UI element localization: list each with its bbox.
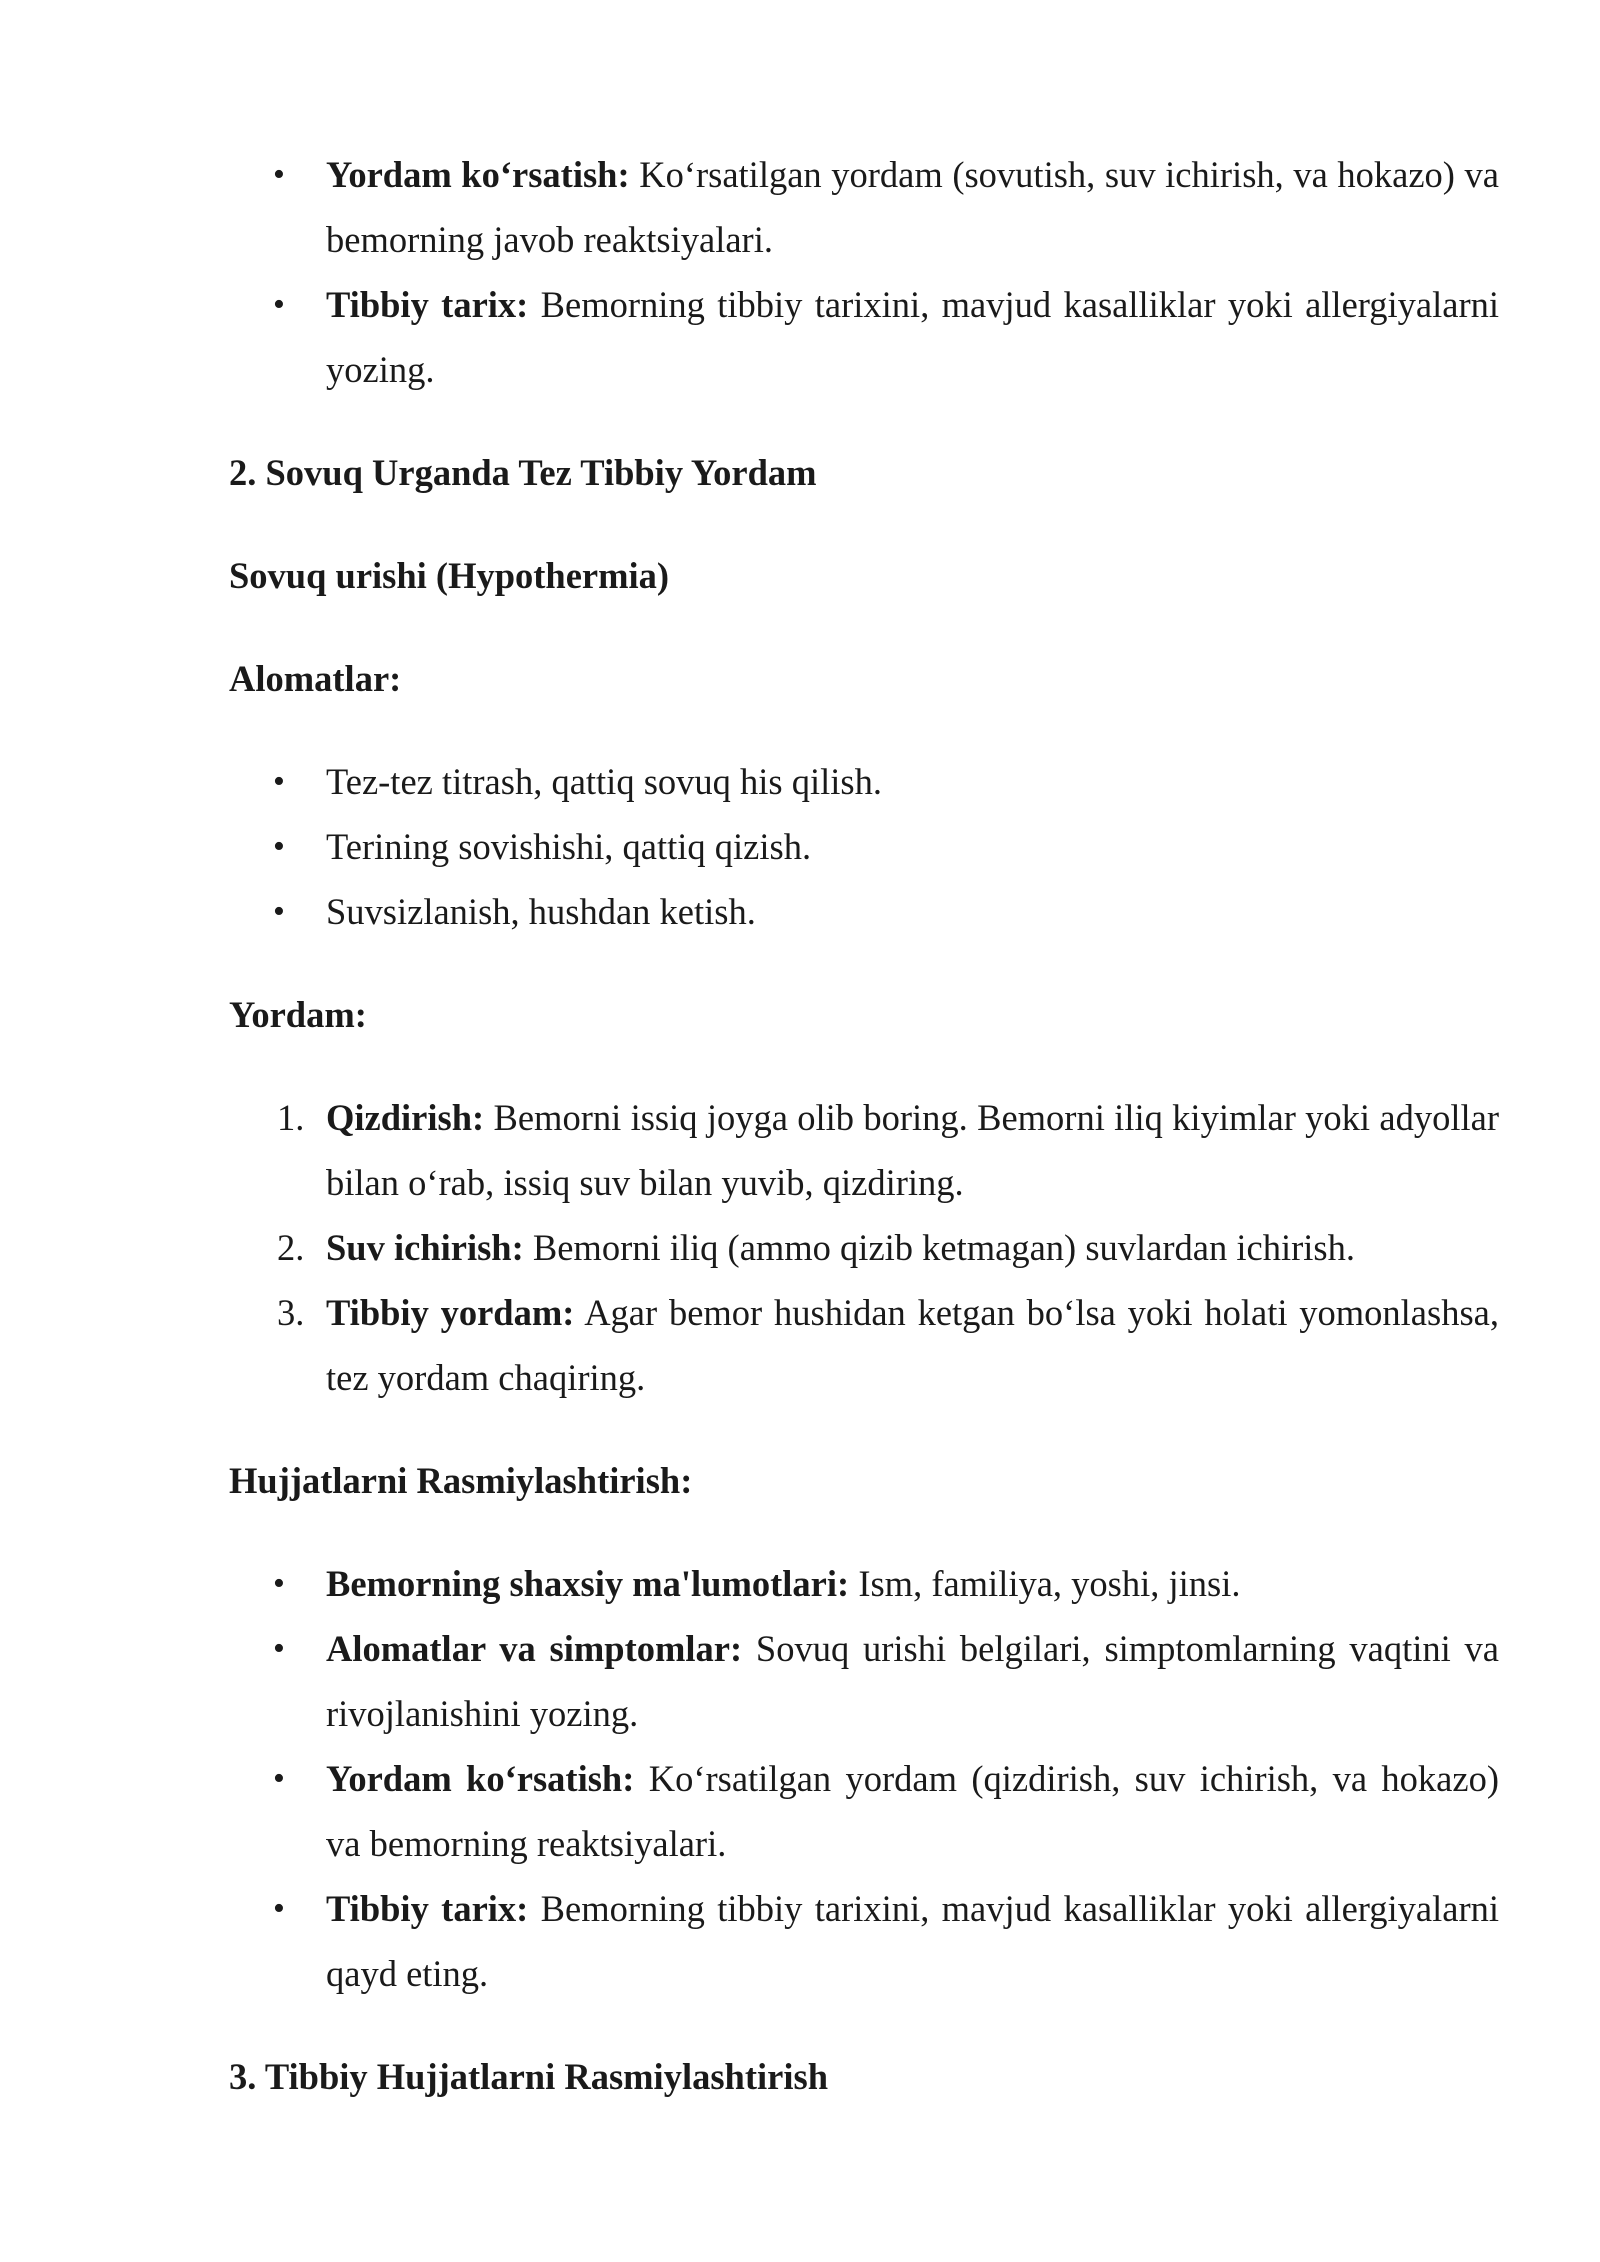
item-label: Yordam koʻrsatish: — [326, 154, 630, 195]
top-bullet-list — [229, 142, 1499, 402]
item-label: Tibbiy yordam: — [326, 1292, 575, 1333]
document-body — [229, 142, 1499, 2109]
list-item — [229, 749, 1499, 814]
step-number: 3. — [277, 1292, 305, 1333]
item-text: Koʻrsatilgan yordam (sovutish, suv ichirish, va hokazo) va bemorning javob reaktsiyalari. — [326, 154, 1499, 260]
bullet-icon: • — [273, 156, 285, 193]
documentation-heading: Hujjatlarni Rasmiylashtirish: — [229, 1460, 693, 1501]
bullet-icon: • — [273, 1630, 285, 1667]
list-item — [229, 1551, 1499, 1616]
documentation-list — [229, 1551, 1499, 2006]
list-item — [229, 1215, 1499, 1280]
step-number: 1. — [277, 1097, 305, 1138]
list-item — [229, 1280, 1499, 1410]
step-number: 2. — [277, 1227, 305, 1268]
item-text: Terining sovishishi, qattiq qizish. — [326, 826, 812, 867]
item-text: Tez-tez titrash, qattiq sovuq his qilish. — [326, 761, 883, 802]
item-text: Bemorni issiq joyga olib boring. Bemorni iliq kiyimlar yoki adyollar bilan oʻrab, issiq suv bilan yuvib, qizdiring. — [326, 1097, 1499, 1203]
section-3-title: 3. Tibbiy Hujjatlarni Rasmiylashtirish — [229, 2056, 828, 2097]
item-label: Bemorning shaxsiy ma'lumotlari: — [326, 1563, 850, 1604]
list-item — [229, 879, 1499, 944]
item-text: Bemorni iliq (ammo qizib ketmagan) suvlardan ichirish. — [523, 1227, 1355, 1268]
bullet-icon: • — [273, 1760, 285, 1797]
list-item — [229, 1876, 1499, 2006]
item-label: Suv ichirish: — [326, 1227, 524, 1268]
item-label: Yordam koʻrsatish: — [326, 1758, 635, 1799]
subsection-title: Sovuq urishi (Hypothermia) — [229, 555, 670, 596]
list-item — [229, 272, 1499, 402]
item-text: Bemorning tibbiy tarixini, mavjud kasalliklar yoki allergiyalarni yozing. — [326, 284, 1499, 390]
item-label: Alomatlar va simptomlar: — [326, 1628, 743, 1669]
symptoms-list — [229, 749, 1499, 944]
list-item — [229, 1746, 1499, 1876]
bullet-icon: • — [273, 286, 285, 323]
item-text: Sovuq urishi belgilari, simptomlarning vaqtini va rivojlanishini yozing. — [326, 1628, 1499, 1734]
list-item — [229, 1616, 1499, 1746]
item-text: Bemorning tibbiy tarixini, mavjud kasalliklar yoki allergiyalarni qayd eting. — [326, 1888, 1499, 1994]
bullet-icon: • — [273, 893, 285, 930]
item-text: Agar bemor hushidan ketgan boʻlsa yoki holati yomonlashsa, tez yordam chaqiring. — [326, 1292, 1499, 1398]
item-text: Koʻrsatilgan yordam (qizdirish, suv ichirish, va hokazo) va bemorning reaktsiyalari. — [326, 1758, 1499, 1864]
bullet-icon: • — [273, 1890, 285, 1927]
item-label: Tibbiy tarix: — [326, 1888, 529, 1929]
help-heading: Yordam: — [229, 994, 367, 1035]
list-item — [229, 1085, 1499, 1215]
section-2-title: 2. Sovuq Urganda Tez Tibbiy Yordam — [229, 452, 817, 493]
help-steps-list — [229, 1085, 1499, 1410]
bullet-icon: • — [273, 1565, 285, 1602]
item-label: Qizdirish: — [326, 1097, 485, 1138]
symptoms-heading: Alomatlar: — [229, 658, 402, 699]
item-label: Tibbiy tarix: — [326, 284, 529, 325]
item-text: Suvsizlanish, hushdan ketish. — [326, 891, 756, 932]
item-text: Ism, familiya, yoshi, jinsi. — [849, 1563, 1241, 1604]
list-item — [229, 142, 1499, 272]
bullet-icon: • — [273, 763, 285, 800]
list-item — [229, 814, 1499, 879]
bullet-icon: • — [273, 828, 285, 865]
